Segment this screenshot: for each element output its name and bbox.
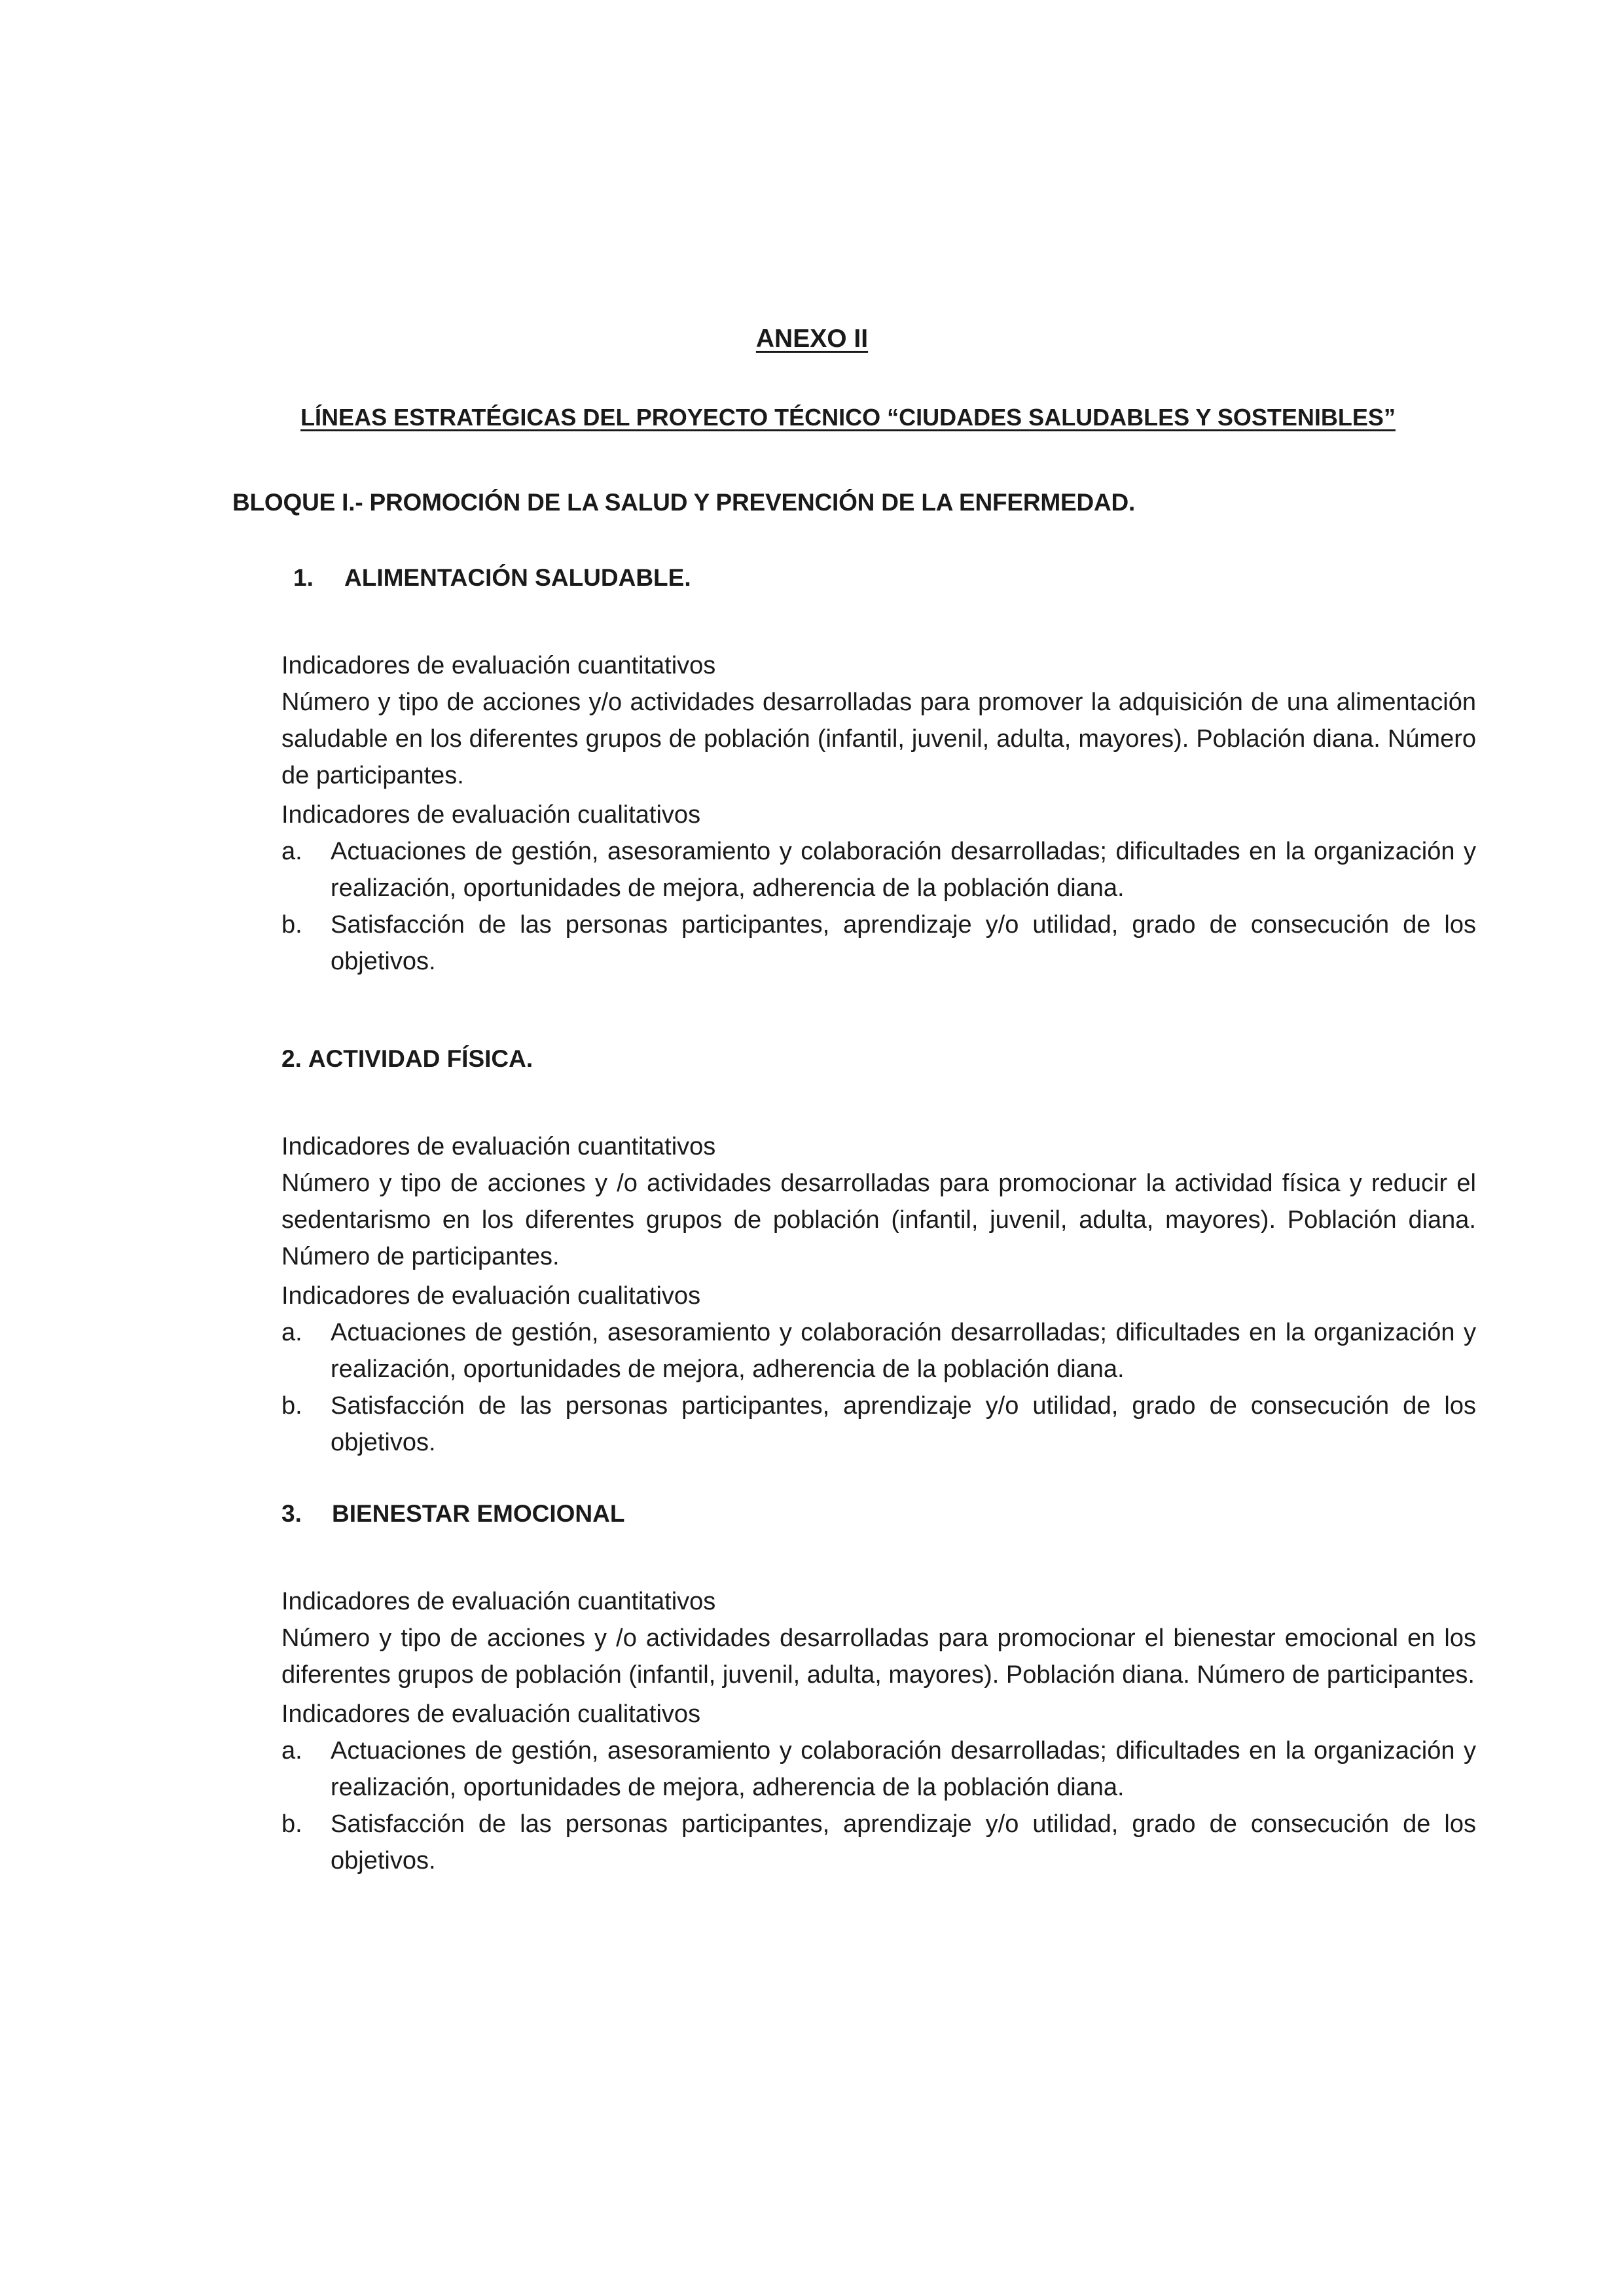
qual-list bbox=[281, 833, 1476, 980]
section-title-text: ACTIVIDAD FÍSICA. bbox=[308, 1045, 533, 1072]
section-number: 3. bbox=[281, 1500, 302, 1527]
list-item bbox=[281, 906, 1476, 980]
list-item-text: Satisfacción de las personas participantes, aprendizaje y/o utilidad, grado de consecución de los objetivos. bbox=[331, 1810, 1476, 1874]
qual-list bbox=[281, 1314, 1476, 1461]
qual-heading: Indicadores de evaluación cualitativos bbox=[281, 1282, 701, 1310]
list-item-text: Satisfacción de las personas participantes, aprendizaje y/o utilidad, grado de consecución de los objetivos. bbox=[331, 911, 1476, 975]
section-title bbox=[281, 1496, 1476, 1532]
qual-heading: Indicadores de evaluación cualitativos bbox=[281, 801, 701, 829]
section-bienestar-emocional bbox=[281, 1496, 1476, 1879]
list-marker: a. bbox=[281, 1319, 302, 1346]
quant-text: Número y tipo de acciones y/o actividades desarrolladas para promover la adquisición de una alimentación saludable en los diferentes grupos de población (infantil, juvenil, adulta, mayores). Población diana. Número de participantes. bbox=[281, 689, 1476, 789]
list-item-text: Satisfacción de las personas participantes, aprendizaje y/o utilidad, grado de consecución de los objetivos. bbox=[331, 1392, 1476, 1456]
list-marker: a. bbox=[281, 838, 302, 865]
section-number: 1. bbox=[293, 564, 314, 591]
section-title-text: BIENESTAR EMOCIONAL bbox=[332, 1500, 625, 1527]
section-actividad-fisica bbox=[281, 1041, 1476, 1461]
list-item-text: Actuaciones de gestión, asesoramiento y colaboración desarrolladas; dificultades en la organización y realización, oportunidades de mejora, adherencia de la población diana. bbox=[331, 1737, 1476, 1801]
list-item bbox=[281, 1806, 1476, 1879]
quant-indicators bbox=[281, 1128, 1476, 1461]
list-item bbox=[281, 833, 1476, 906]
quant-heading: Indicadores de evaluación cuantitativos bbox=[281, 1133, 716, 1160]
section-title bbox=[281, 1041, 1476, 1077]
qual-heading: Indicadores de evaluación cualitativos bbox=[281, 1700, 701, 1728]
section-alimentacion bbox=[281, 560, 1476, 980]
list-marker: b. bbox=[281, 1810, 302, 1838]
section-title bbox=[281, 560, 1476, 596]
main-title: LÍNEAS ESTRATÉGICAS DEL PROYECTO TÉCNICO “CIUDADES SALUDABLES Y SOSTENIBLES” bbox=[300, 404, 1396, 431]
quant-text: Número y tipo de acciones y /o actividades desarrolladas para promocionar la actividad física y reducir el sedentarismo en los diferentes grupos de población (infantil, juvenil, adulta, mayores). Población diana. Número de participantes. bbox=[281, 1170, 1476, 1270]
list-item-text: Actuaciones de gestión, asesoramiento y colaboración desarrolladas; dificultades en la organización y realización, oportunidades de mejora, adherencia de la población diana. bbox=[331, 1319, 1476, 1383]
list-item bbox=[281, 1388, 1476, 1461]
block-title: BLOQUE I.- PROMOCIÓN DE LA SALUD Y PREVENCIÓN DE LA ENFERMEDAD. bbox=[232, 489, 1136, 516]
quant-heading: Indicadores de evaluación cuantitativos bbox=[281, 652, 716, 679]
quant-indicators bbox=[281, 647, 1476, 980]
quant-indicators bbox=[281, 1583, 1476, 1879]
list-item bbox=[281, 1314, 1476, 1388]
section-number: 2. bbox=[281, 1045, 302, 1072]
section-title-text: ALIMENTACIÓN SALUDABLE. bbox=[344, 564, 691, 591]
quant-text: Número y tipo de acciones y /o actividades desarrolladas para promocionar el bienestar emocional en los diferentes grupos de población (infantil, juvenil, adulta, mayores). Población diana. Número de participantes. bbox=[281, 1624, 1476, 1689]
list-marker: b. bbox=[281, 1392, 302, 1420]
list-item-text: Actuaciones de gestión, asesoramiento y colaboración desarrolladas; dificultades en la organización y realización, oportunidades de mejora, adherencia de la población diana. bbox=[331, 838, 1476, 902]
list-marker: b. bbox=[281, 911, 302, 939]
list-item bbox=[281, 1732, 1476, 1806]
quant-heading: Indicadores de evaluación cuantitativos bbox=[281, 1588, 716, 1615]
qual-list bbox=[281, 1732, 1476, 1879]
annex-title: ANEXO II bbox=[755, 325, 869, 353]
list-marker: a. bbox=[281, 1737, 302, 1765]
